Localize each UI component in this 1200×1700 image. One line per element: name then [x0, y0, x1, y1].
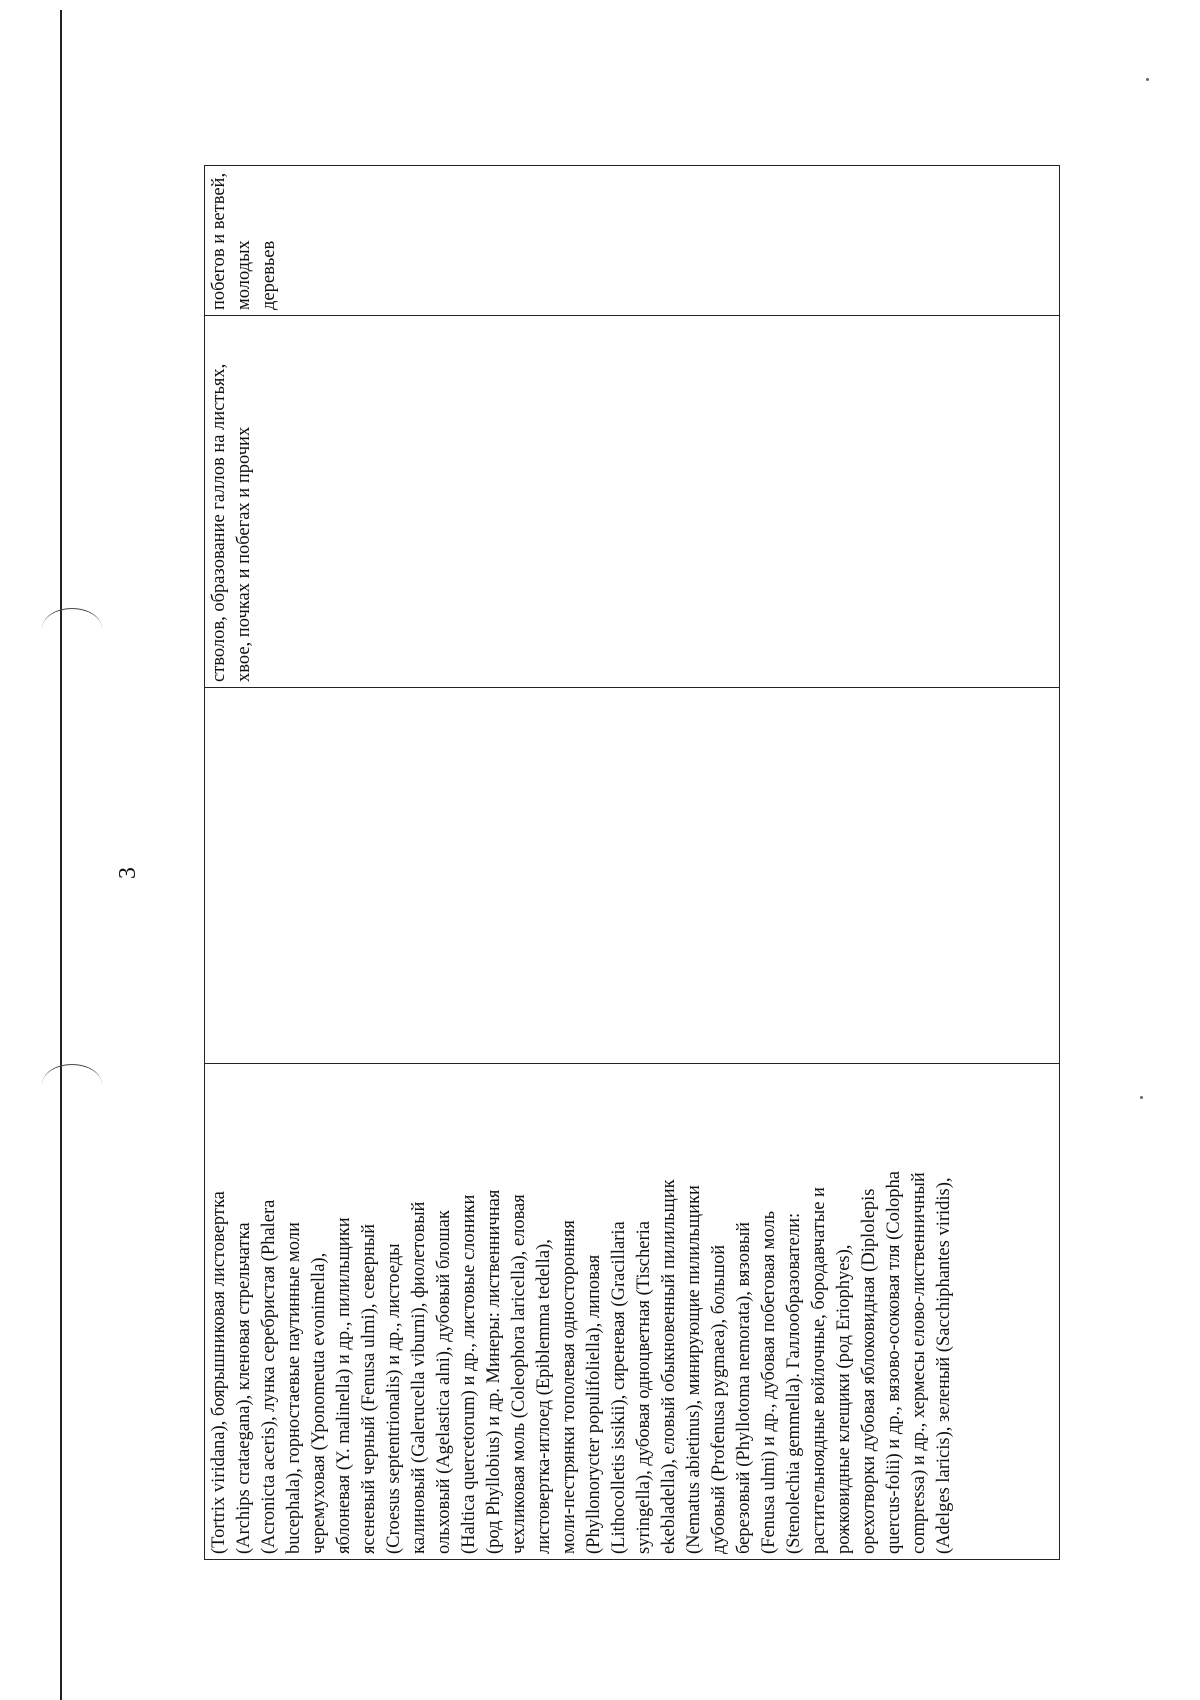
cell-text-line: орехотворки дубовая яблоковидная (Diplolepis	[859, 1188, 879, 1554]
table-cell-pests	[205, 1064, 1060, 1560]
scan-speck	[1146, 78, 1149, 81]
cell-text-line: (Acronicta aceris), лунка серебристая (Phalera	[259, 1199, 279, 1554]
cell-text-line: (Adelges laricis), зеленый (Sacchiphantes viridis),	[934, 1177, 954, 1554]
binding-line	[60, 10, 62, 1700]
cell-text-line: (Croesus septentrionalis) и др., листоеды	[384, 1243, 404, 1554]
cell-text-line: деревьев	[259, 240, 279, 310]
cell-text-line: (Stenolechia gemmella). Галлообразователи:	[784, 1212, 804, 1554]
page-number: 3	[115, 867, 141, 879]
cell-text-line: ясеневый черный (Fenusa ulmi), северный	[359, 1223, 379, 1554]
cell-text-line: стволов, образование галлов на листьях,	[209, 363, 229, 682]
cell-text-line: побегов и ветвей, молодых	[209, 172, 254, 310]
cell-text-line: (Archips crataegana), кленовая стрельчатка	[234, 1222, 254, 1554]
cell-text-line: калиновый (Galerucella viburni), фиолетовый	[409, 1201, 429, 1554]
cell-text-line: compressa) и др., хермесы елово-лиственничный	[909, 1172, 929, 1554]
table-cell-empty	[205, 688, 1060, 1064]
table-cell-objects	[205, 166, 1060, 316]
cell-text-line: (Phyllonorycter populifoliella), липовая	[584, 1254, 604, 1554]
cell-text-line: моли-пестрянки тополевая односторонняя	[559, 1220, 579, 1554]
cell-text-line: чехликовая моль (Coleophora laricella), еловая	[509, 1194, 529, 1554]
cell-text-line: растительноядные войлочные, бородавчатые и	[809, 1187, 829, 1554]
punch-hole-mark	[42, 608, 102, 649]
cell-text-line: quercus-folii) и др., вязово-осоковая тля (Colopha	[884, 1171, 904, 1554]
punch-hole-mark	[42, 1064, 102, 1105]
cell-text-line: черемуховая (Yponomeuta evonimella),	[309, 1252, 329, 1554]
cell-text-line: ольховый (Agelastica alni), дубовый блошак	[434, 1210, 454, 1554]
scan-speck	[1140, 1096, 1143, 1099]
cell-text-line: (Nematus abietinus), минирующие пилильщики	[684, 1185, 704, 1554]
cell-text-line: (Tortrix viridana), боярышниковая листовертка	[209, 1191, 229, 1554]
cell-text-line: яблоневая (Y. malinella) и др., пилильщики	[334, 1217, 354, 1554]
cell-text-line: (Fenusa ulmi) и др., дубовая побеговая моль	[759, 1210, 779, 1554]
rotated-table-container	[204, 166, 1060, 1560]
cell-text-line: bucephala), горностаевые паутинные моли	[284, 1222, 304, 1554]
cell-text-line: (Haltica quercetorum) и др., листовые слоники	[459, 1194, 479, 1554]
cell-text-line: хвое, почках и побегах и прочих	[234, 426, 254, 682]
cell-text-line: ekebladella), еловый обыкновенный пилильщик	[659, 1179, 679, 1554]
cell-text-line: листовертка-иглоед (Epiblemma tedella),	[534, 1239, 554, 1554]
table-row	[205, 166, 1060, 1560]
pest-table	[204, 165, 1060, 1560]
cell-text-line: syringella), дубовая одноцветная (Tischeria	[634, 1221, 654, 1554]
cell-text-line: рожковидные клещики (род Eriophyes),	[834, 1244, 854, 1554]
cell-text-line: березовый (Phyllotoma nemorata), вязовый	[734, 1221, 754, 1554]
table-cell-damage	[205, 316, 1060, 688]
cell-text-line: дубовый (Profenusa pygmaea), большой	[709, 1244, 729, 1554]
cell-text-line: (Lithocolletis issikii), сиреневая (Gracillaria	[609, 1221, 629, 1554]
cell-text-line: (род Phyllobius) и др. Минеры: лиственничная	[484, 1189, 504, 1554]
